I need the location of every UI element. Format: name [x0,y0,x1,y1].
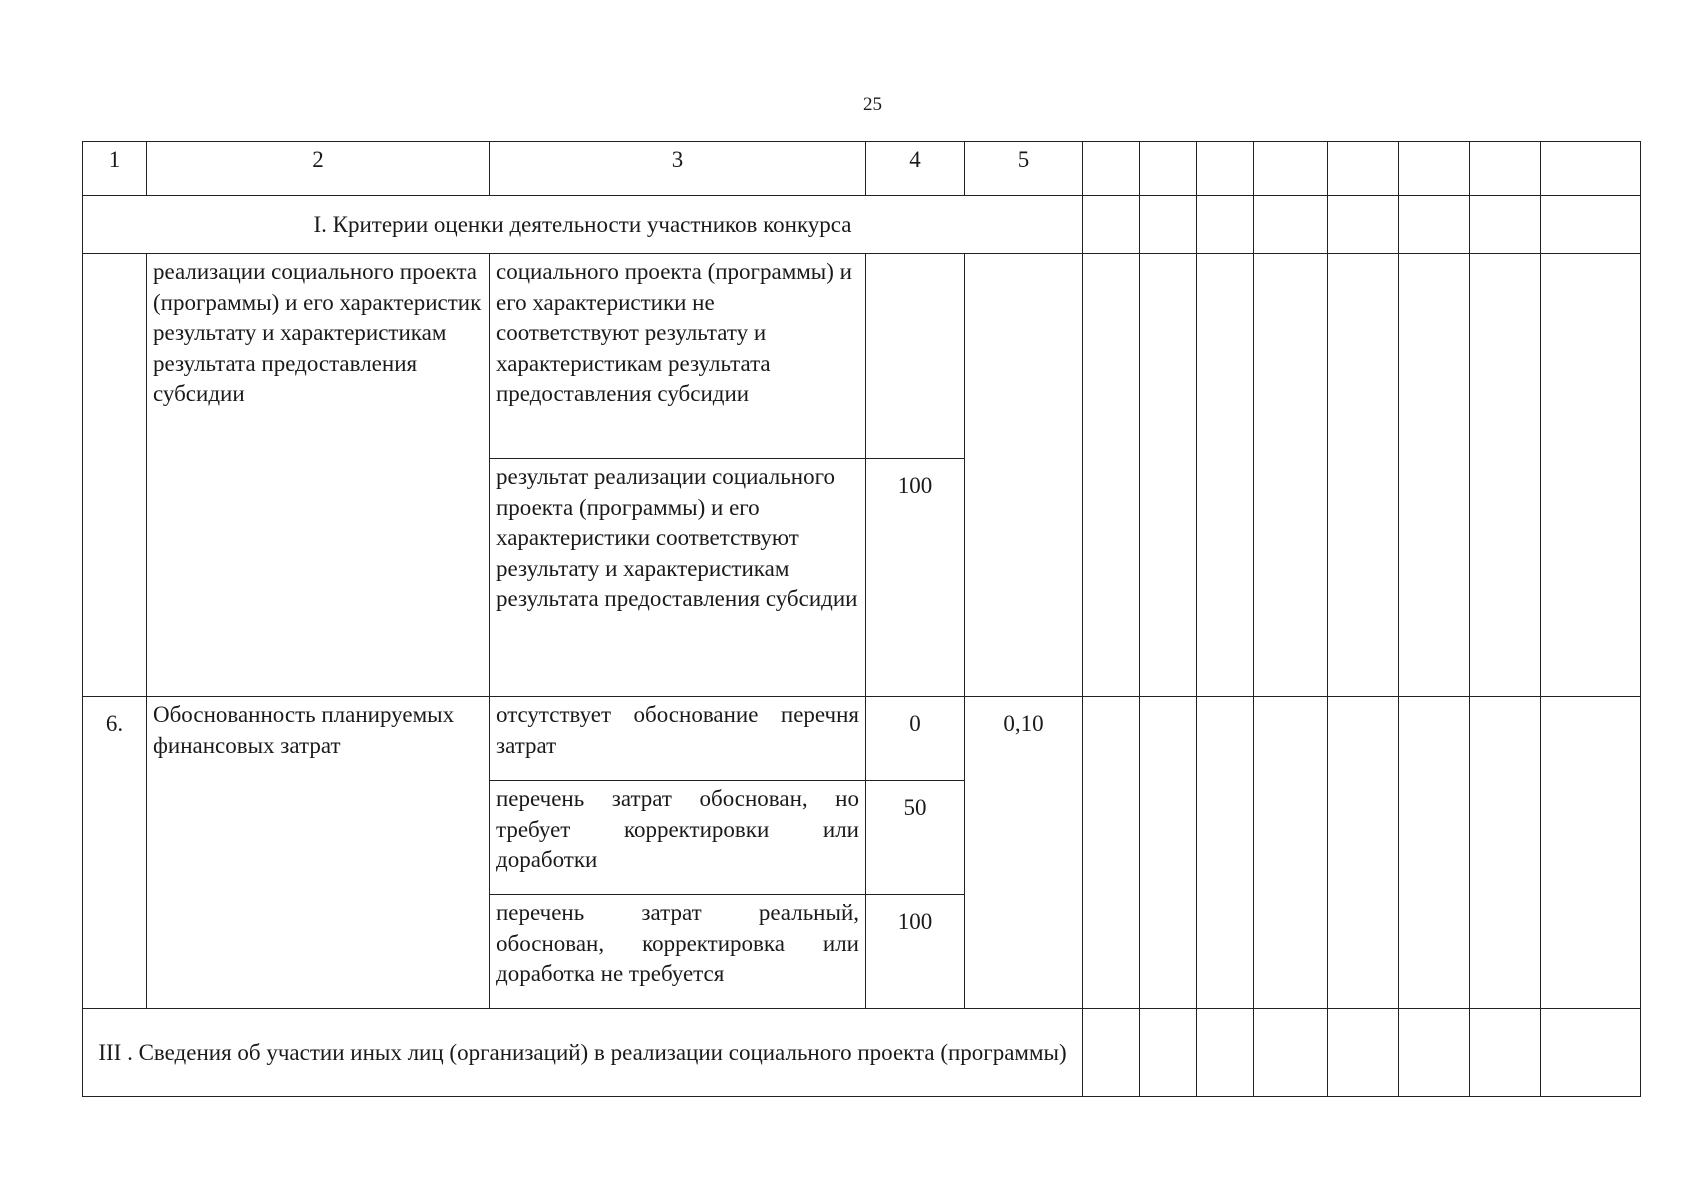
option-cell: результат реализации социального проекта (программы) и его характеристики соответствуют результату и характеристикам результата предоставления субсидии [490,459,866,697]
empty-cell [1328,254,1399,697]
section-title: III . Сведения об участии иных лиц (организаций) в реализации социального проекта (программы) [83,1009,1083,1097]
score-cell: 50 [866,781,965,895]
empty-cell [1541,196,1641,254]
empty-cell [1140,196,1197,254]
empty-cell [1197,254,1254,697]
header-cell-1: 1 [83,142,147,196]
empty-cell [1399,697,1470,1009]
empty-cell [1140,697,1197,1009]
row-number-cell: 6. [83,697,147,1009]
empty-cell [1083,1009,1140,1097]
option-cell: перечень затрат реальный, обоснован, корректировка или доработка не требуется [490,895,866,1009]
empty-cell [1254,1009,1328,1097]
page-number: 25 [863,94,882,115]
empty-cell [1470,254,1541,697]
empty-cell [1254,196,1328,254]
empty-cell [1197,142,1254,196]
empty-cell [1197,196,1254,254]
score-cell: 100 [866,895,965,1009]
empty-cell [1197,697,1254,1009]
table-row [83,697,1641,781]
empty-cell [1083,196,1140,254]
score-cell: 100 [866,459,965,697]
empty-cell [1399,254,1470,697]
empty-cell [1541,142,1641,196]
header-cell-4: 4 [866,142,965,196]
empty-cell [1140,142,1197,196]
header-cell-3: 3 [490,142,866,196]
empty-cell [1541,697,1641,1009]
empty-cell [1399,1009,1470,1097]
empty-cell [1541,254,1641,697]
criterion-cell: Обоснованность планируемых финансовых затрат [147,697,490,1009]
empty-cell [1399,196,1470,254]
empty-cell [1399,142,1470,196]
header-row [83,142,1641,196]
criterion-cell: реализации социального проекта (программы) и его характеристик результату и характеристикам результата предоставления субсидии [147,254,490,697]
criteria-table [82,141,1641,1097]
empty-cell [1328,142,1399,196]
row-number-cell [83,254,147,697]
weight-cell: 0,10 [965,697,1083,1009]
empty-cell [1470,697,1541,1009]
empty-cell [1140,1009,1197,1097]
empty-cell [1470,142,1541,196]
section-row-1 [83,196,1641,254]
option-cell: отсутствует обоснование перечня затрат [490,697,866,781]
empty-cell [1083,697,1140,1009]
section-title: I. Критерии оценки деятельности участников конкурса [83,196,1083,254]
empty-cell [1541,1009,1641,1097]
empty-cell [1254,697,1328,1009]
empty-cell [1470,196,1541,254]
empty-cell [1328,1009,1399,1097]
option-cell: социального проекта (программы) и его характеристики не соответствуют результату и характеристикам результата предоставления субсидии [490,254,866,459]
empty-cell [1254,254,1328,697]
section-row-3 [83,1009,1641,1097]
option-cell: перечень затрат обоснован, но требует корректировки или доработки [490,781,866,895]
empty-cell [1140,254,1197,697]
empty-cell [1254,142,1328,196]
empty-cell [1328,196,1399,254]
empty-cell [1328,697,1399,1009]
empty-cell [1083,142,1140,196]
score-cell: 0 [866,697,965,781]
header-cell-5: 5 [965,142,1083,196]
empty-cell [1083,254,1140,697]
header-cell-2: 2 [147,142,490,196]
weight-cell [965,254,1083,697]
empty-cell [1197,1009,1254,1097]
score-cell [866,254,965,459]
table-row [83,254,1641,459]
empty-cell [1470,1009,1541,1097]
